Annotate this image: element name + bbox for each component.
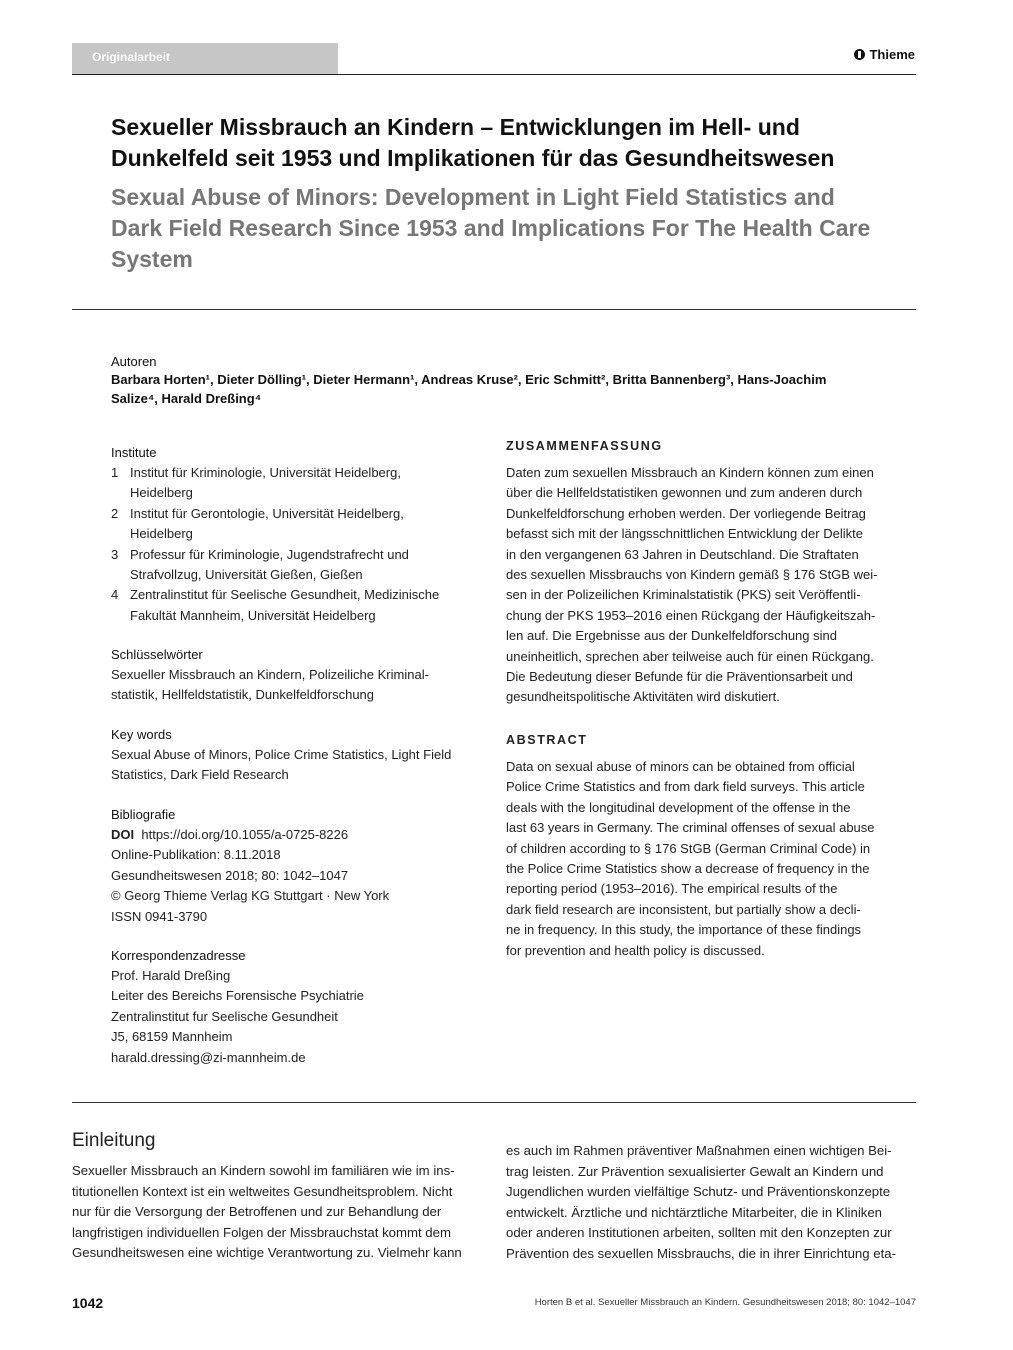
zusammenfassung-line: Daten zum sexuellen Missbrauch an Kindern können zum einen: [506, 465, 874, 480]
zusammenfassung-line: Die Bedeutung dieser Befunde für die Präventionsarbeit und: [506, 669, 853, 685]
issn-line: ISSN 0941-3790: [111, 908, 208, 924]
abstract-line: for prevention and health policy is discussed.: [506, 942, 765, 958]
institute-line: Institut für Gerontologie, Universität Heidelberg,: [130, 505, 404, 521]
body-line: Jugendlichen wurden vielfältige Schutz- und Präventionskonzepte: [506, 1184, 891, 1199]
correspondence-label: Korrespondenzadresse: [111, 948, 246, 963]
authors-list: [111, 370, 891, 408]
abstract-line: reporting period (1953–2016). The empirical results of the: [506, 881, 838, 897]
keywords-german-line: statistik, Hellfeldstatistik, Dunkelfeldforschung: [111, 687, 375, 703]
zusammenfassung-line: uneinheitlich, sprechen aber teilweise auch für einen Rückgang.: [506, 648, 874, 664]
abstract-line: ne in frequency. In this study, the importance of these findings: [506, 922, 862, 938]
zusammenfassung-line: über die Hellfeldstatistiken gewonnen und zum anderen durch: [506, 485, 863, 501]
publisher-logo: [854, 47, 915, 62]
institute-line: Professur für Kriminologie, Jugendstrafrecht und: [130, 546, 409, 562]
correspondence-email[interactable]: harald.dressing@zi-mannheim.de: [111, 1049, 306, 1065]
institutes-label: Institute: [111, 445, 157, 460]
body-line: oder anderen Institutionen arbeiten, sollten mit den Konzepten zur: [506, 1225, 892, 1240]
institute-number: 2: [111, 505, 119, 521]
institutes-list: [111, 463, 461, 626]
header-category: Originalarbeit: [92, 50, 171, 64]
institute-item: [111, 545, 461, 586]
keywords-english: [111, 725, 471, 786]
body-line: langfristigen individuellen Folgen der Missbrauchstat kommt dem: [72, 1224, 451, 1240]
zusammenfassung-body: [506, 463, 878, 708]
body-line: trag leisten. Zur Prävention sexualisierter Gewalt an Kindern und: [506, 1163, 884, 1179]
institute-line: Institut für Kriminologie, Universität Heidelberg,: [130, 465, 401, 480]
institute-item: [111, 463, 461, 504]
publisher-name: Thieme: [869, 47, 915, 62]
authors-line-2: Salize⁴, Harald Dreßing⁴: [111, 391, 262, 406]
institute-number: 3: [111, 546, 119, 562]
correspondence-line: J5, 68159 Mannheim: [111, 1029, 233, 1045]
institute-line: Heidelberg: [130, 526, 193, 542]
keywords-english-label: Key words: [111, 727, 172, 742]
keywords-german-line: Sexueller Missbrauch an Kindern, Polizeiliche Kriminal-: [111, 667, 429, 682]
abstract-line: last 63 years in Germany. The criminal offenses of sexual abuse: [506, 820, 875, 836]
institute-line: Heidelberg: [130, 485, 193, 501]
einleitung-heading: Einleitung: [72, 1130, 156, 1151]
doi-line: [111, 825, 471, 845]
body-line: es auch im Rahmen präventiver Maßnahmen einen wichtigen Bei-: [506, 1143, 892, 1158]
zusammenfassung-line: sen in der Polizeilichen Kriminalstatistik (PKS) seit Veröffentli-: [506, 587, 861, 603]
online-publication: Online-Publikation: 8.11.2018: [111, 847, 281, 863]
thieme-logo-icon: [854, 49, 865, 60]
body-line: Prävention des sexuellen Missbrauchs, die in ihrer Einrichtung eta-: [506, 1245, 896, 1261]
title-german: Sexueller Missbrauch an Kindern – Entwicklungen im Hell- und Dunkelfeld seit 1953 und Implikationen für das Gesundheitswesen: [111, 114, 835, 171]
authors-label: Autoren: [111, 354, 157, 369]
abstract-line: Police Crime Statistics and from dark field surveys. This article: [506, 779, 865, 795]
page-number: 1042: [72, 1295, 104, 1311]
body-line: entwickelt. Ärztliche und nichtärztliche Mitarbeiter, die in Kliniken: [506, 1204, 883, 1220]
header-rule: [72, 74, 916, 75]
keywords-english-line: Statistics, Dark Field Research: [111, 767, 289, 783]
institute-number: 1: [111, 465, 119, 480]
abstract-line: of children according to § 176 StGB (German Criminal Code) in: [506, 840, 871, 856]
section-rule: [72, 1102, 916, 1103]
title-rule: [72, 309, 916, 310]
body-line: titutionellen Kontext ist ein weltweites Gesundheitsproblem. Nicht: [72, 1183, 453, 1199]
title-english: Sexual Abuse of Minors: Development in Light Field Statistics and Dark Field Research Since 1953 and Implications For The Health Care System: [111, 184, 871, 272]
doi-label: DOI: [111, 827, 135, 842]
zusammenfassung-line: len auf. Die Ergebnisse aus der Dunkelfeldforschung sind: [506, 628, 837, 644]
body-line: Gesundheitswesen eine wichtige Verantwortung zu. Vielmehr kann: [72, 1245, 462, 1260]
correspondence-line: Leiter des Bereichs Forensische Psychiatrie: [111, 988, 364, 1004]
correspondence: [111, 946, 471, 1068]
keywords-english-line: Sexual Abuse of Minors, Police Crime Statistics, Light Field: [111, 747, 452, 762]
correspondence-line: Prof. Harald Dreßing: [111, 968, 231, 983]
institute-line: Zentralinstitut für Seelische Gesundheit, Medizinische: [130, 587, 440, 603]
body-line: nur für die Versorgung der Betroffenen und zur Behandlung der: [72, 1204, 442, 1219]
abstract-line: the Police Crime Statistics show a decrease of frequency in the: [506, 861, 870, 877]
abstract-heading: ABSTRACT: [506, 733, 588, 747]
abstract: [506, 733, 878, 961]
einleitung-left-column: [72, 1161, 482, 1264]
institute-number: 4: [111, 587, 119, 603]
body-line: Sexueller Missbrauch an Kindern sowohl im familiären wie im ins-: [72, 1163, 455, 1178]
bibliography-label: Bibliografie: [111, 807, 176, 822]
bibliography: [111, 805, 471, 927]
zusammenfassung-line: chung der PKS 1953–2016 einen Rückgang der Häufigkeitszah-: [506, 607, 876, 623]
zusammenfassung-line: des sexuellen Missbrauchs von Kindern gemäß § 176 StGB wei-: [506, 567, 878, 583]
institute-item: [111, 585, 461, 626]
abstract-line: Data on sexual abuse of minors can be obtained from official: [506, 759, 855, 774]
keywords-german-label: Schlüsselwörter: [111, 647, 203, 662]
einleitung-right-column: [506, 1141, 916, 1264]
institute-item: [111, 504, 461, 545]
zusammenfassung-line: in den vergangenen 63 Jahren in Deutschland. Die Straftaten: [506, 546, 859, 562]
authors-line-1: Barbara Horten¹, Dieter Dölling¹, Dieter Hermann¹, Andreas Kruse², Eric Schmitt², Britta Bannenberg³, Hans-Joachim: [111, 372, 827, 387]
copyright-line: © Georg Thieme Verlag KG Stuttgart · New York: [111, 888, 390, 904]
doi-link[interactable]: https://doi.org/10.1055/a-0725-8226: [141, 827, 349, 842]
abstract-line: dark field research are inconsistent, but partially show a decli-: [506, 901, 861, 917]
keywords-german: [111, 645, 471, 706]
zusammenfassung-line: befasst sich mit der längsschnittlichen Entwicklung der Delikte: [506, 526, 863, 542]
zusammenfassung: [506, 439, 878, 708]
abstract-body: [506, 757, 878, 961]
institute-line: Strafvollzug, Universität Gießen, Gießen: [130, 567, 363, 583]
zusammenfassung-line: Dunkelfeldforschung erhoben werden. Der vorliegende Beitrag: [506, 505, 866, 521]
abstract-line: deals with the longitudinal development of the offense in the: [506, 799, 851, 815]
zusammenfassung-heading: ZUSAMMENFASSUNG: [506, 439, 663, 453]
zusammenfassung-line: gesundheitspolitische Aktivitäten wird diskutiert.: [506, 689, 780, 705]
footer-citation: Horten B et al. Sexueller Missbrauch an Kindern. Gesundheitswesen 2018; 80: 1042–1047: [534, 1297, 916, 1308]
correspondence-line: Zentralinstitut fur Seelische Gesundheit: [111, 1008, 338, 1024]
journal-reference: Gesundheitswesen 2018; 80: 1042–1047: [111, 867, 349, 883]
institute-line: Fakultät Mannheim, Universität Heidelberg: [130, 607, 376, 623]
